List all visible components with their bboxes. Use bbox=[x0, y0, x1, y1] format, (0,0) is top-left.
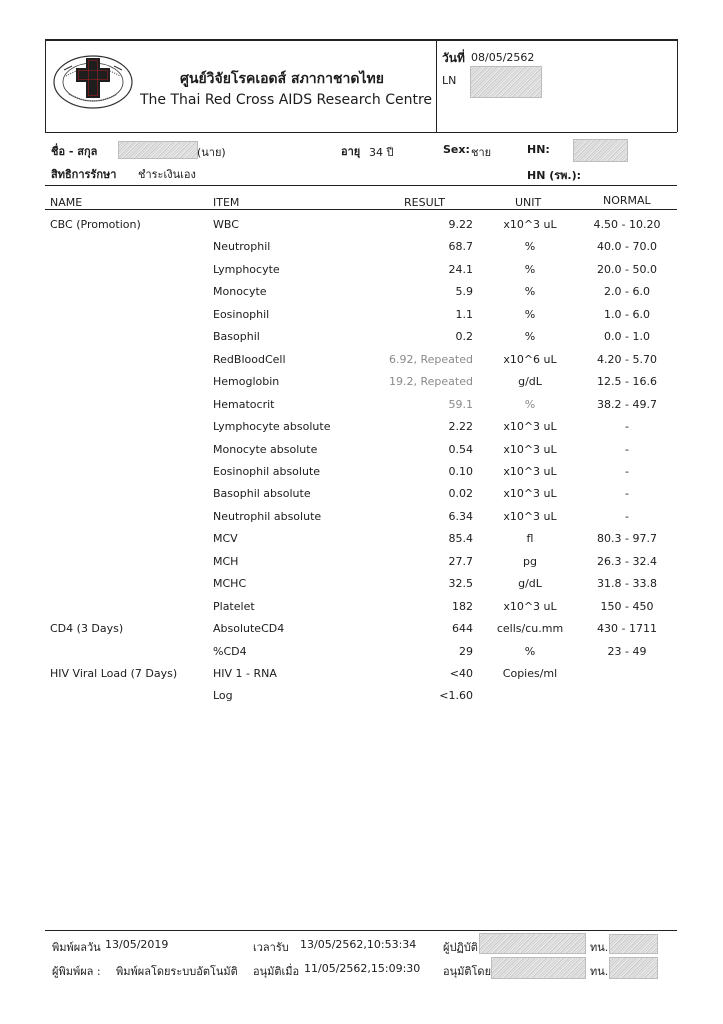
print-date-value: 13/05/2019 bbox=[105, 938, 169, 951]
row-unit-text: % bbox=[524, 397, 536, 411]
operator-tn-redacted bbox=[609, 934, 658, 954]
row-result: <1.60 bbox=[439, 689, 473, 703]
row-result: 0.54 bbox=[448, 442, 473, 456]
approver-label: อนุมัติโดย bbox=[443, 965, 492, 978]
row-item: Basophil bbox=[213, 330, 260, 344]
row-item: Platelet bbox=[213, 599, 255, 613]
org-name-thai: ศูนย์วิจัยโรคเอดส์ สภากาชาดไทย bbox=[180, 71, 384, 87]
table-row bbox=[0, 443, 723, 463]
row-item: Neutrophil absolute bbox=[213, 509, 322, 523]
table-row bbox=[0, 285, 723, 305]
row-result: 182 bbox=[452, 599, 473, 613]
row-name: CBC (Promotion) bbox=[50, 218, 141, 231]
table-row bbox=[0, 240, 723, 260]
row-unit-text: x10^3 uL bbox=[503, 599, 557, 613]
header-divider bbox=[436, 39, 437, 132]
row-result: 2.22 bbox=[448, 420, 473, 434]
row-normal-text: 80.3 - 97.7 bbox=[597, 532, 657, 546]
table-row bbox=[0, 600, 723, 620]
sex-value: ชาย bbox=[471, 146, 492, 159]
ln-label: LN bbox=[442, 74, 457, 87]
column-header-item: ITEM bbox=[213, 196, 240, 209]
row-item: Eosinophil absolute bbox=[213, 464, 321, 478]
header-left-border bbox=[45, 39, 46, 132]
row-item: Lymphocyte bbox=[213, 262, 280, 276]
row-result: 68.7 bbox=[448, 240, 473, 254]
table-row bbox=[0, 465, 723, 485]
row-unit-text: % bbox=[524, 644, 536, 658]
row-item: MCH bbox=[213, 554, 239, 568]
row-item: Monocyte absolute bbox=[213, 442, 318, 456]
row-unit-text: % bbox=[524, 285, 536, 299]
row-item: MCHC bbox=[213, 577, 247, 591]
column-header-normal: NORMAL bbox=[603, 194, 651, 207]
hn-label: HN: bbox=[527, 143, 550, 156]
table-row bbox=[0, 263, 723, 283]
row-unit-text: x10^6 uL bbox=[503, 352, 557, 366]
row-unit-text: x10^3 uL bbox=[503, 420, 557, 434]
row-item: Basophil absolute bbox=[213, 487, 311, 501]
column-header-result: RESULT bbox=[404, 196, 445, 209]
column-header-underline bbox=[45, 209, 677, 210]
row-result: 27.7 bbox=[448, 554, 473, 568]
print-date-label: พิมพ์ผลวัน bbox=[52, 941, 101, 954]
org-name-english: The Thai Red Cross AIDS Research Centre bbox=[140, 92, 433, 108]
age-value: 34 ปี bbox=[369, 146, 394, 159]
row-item: Monocyte bbox=[213, 285, 267, 299]
patient-name-redacted bbox=[118, 141, 198, 159]
hn-redacted-value bbox=[573, 139, 628, 162]
row-unit-text: g/dL bbox=[518, 375, 542, 389]
row-result: 644 bbox=[452, 622, 473, 636]
row-result: 24.1 bbox=[448, 262, 473, 276]
row-normal-text: 38.2 - 49.7 bbox=[597, 397, 657, 411]
row-result: 0.02 bbox=[448, 487, 473, 501]
row-unit-text: Copies/ml bbox=[502, 667, 558, 680]
row-unit-text: x10^3 uL bbox=[503, 487, 557, 501]
row-item: %CD4 bbox=[213, 644, 247, 658]
table-row bbox=[0, 487, 723, 507]
row-normal-text: 40.0 - 70.0 bbox=[597, 240, 657, 254]
row-unit-text: x10^3 uL bbox=[503, 509, 557, 523]
row-normal-text: - bbox=[625, 464, 629, 478]
row-normal-text: - bbox=[625, 442, 629, 456]
row-result: 0.10 bbox=[448, 464, 473, 478]
table-row bbox=[0, 353, 723, 373]
row-item: AbsoluteCD4 bbox=[213, 622, 285, 636]
rights-label: สิทธิการรักษา bbox=[51, 168, 117, 181]
receive-time-label: เวลารับ bbox=[253, 941, 289, 954]
row-result: 6.34 bbox=[448, 509, 473, 523]
row-item: RedBloodCell bbox=[213, 352, 286, 366]
table-row bbox=[0, 645, 723, 665]
approver-tn-label: ทน. bbox=[590, 965, 609, 978]
printer-label: ผู้พิมพ์ผล : bbox=[52, 965, 101, 978]
approver-tn-redacted bbox=[609, 957, 658, 979]
table-row bbox=[0, 330, 723, 350]
row-normal-text: 0.0 - 1.0 bbox=[604, 330, 650, 344]
rights-value: ชำระเงินเอง bbox=[138, 168, 196, 181]
date-label: วันที่ bbox=[442, 51, 465, 65]
receive-time-value: 13/05/2562,10:53:34 bbox=[300, 938, 417, 951]
row-normal-text: 2.0 - 6.0 bbox=[604, 285, 650, 299]
row-unit-text: pg bbox=[523, 554, 537, 568]
row-item: MCV bbox=[213, 532, 238, 546]
red-cross-seal-logo bbox=[52, 52, 134, 112]
table-row bbox=[0, 555, 723, 575]
date-value: 08/05/2562 bbox=[471, 51, 535, 64]
row-normal-text: 23 - 49 bbox=[607, 644, 647, 658]
operator-label: ผู้ปฏิบัติ bbox=[443, 941, 478, 954]
approve-time-label: อนุมัติเมื่อ bbox=[253, 965, 300, 978]
table-row bbox=[0, 308, 723, 328]
table-row bbox=[0, 218, 723, 238]
operator-redacted bbox=[479, 933, 586, 954]
table-row bbox=[0, 420, 723, 440]
footer-top-border bbox=[45, 930, 677, 931]
row-unit-text: % bbox=[524, 330, 536, 344]
column-header-unit: UNIT bbox=[515, 196, 542, 209]
row-result: <40 bbox=[449, 667, 473, 680]
row-result: 9.22 bbox=[448, 218, 473, 231]
row-result: 85.4 bbox=[448, 532, 473, 546]
approver-redacted bbox=[491, 957, 586, 979]
row-result: 1.1 bbox=[455, 307, 473, 321]
sex-label: Sex: bbox=[443, 143, 470, 156]
row-result: 6.92, Repeated bbox=[389, 352, 473, 366]
row-item: Neutrophil bbox=[213, 240, 271, 254]
table-row bbox=[0, 532, 723, 552]
row-unit-text: x10^3 uL bbox=[503, 442, 557, 456]
row-unit-text: fl bbox=[526, 532, 534, 546]
row-normal-text: - bbox=[625, 509, 629, 523]
operator-tn-label: ทน. bbox=[590, 941, 609, 954]
table-row bbox=[0, 577, 723, 597]
row-normal-text: 1.0 - 6.0 bbox=[604, 307, 650, 321]
header-top-border bbox=[45, 39, 677, 41]
row-normal-text: 31.8 - 33.8 bbox=[597, 577, 657, 591]
row-normal-text: - bbox=[625, 420, 629, 434]
row-normal-text: 26.3 - 32.4 bbox=[597, 554, 657, 568]
row-unit-text: % bbox=[524, 262, 536, 276]
header-right-border bbox=[677, 39, 678, 132]
table-row bbox=[0, 398, 723, 418]
row-unit-text: % bbox=[524, 307, 536, 321]
row-result: 59.1 bbox=[448, 397, 473, 411]
row-normal-text: 20.0 - 50.0 bbox=[597, 262, 657, 276]
row-unit-text: g/dL bbox=[518, 577, 542, 591]
row-unit-text: x10^3 uL bbox=[503, 464, 557, 478]
table-row bbox=[0, 689, 723, 709]
row-normal-text: 150 - 450 bbox=[600, 599, 654, 613]
table-row bbox=[0, 667, 723, 687]
patient-name-suffix: (นาย) bbox=[197, 146, 226, 159]
patient-bottom-border bbox=[45, 185, 677, 186]
row-result: 29 bbox=[459, 644, 473, 658]
row-normal-text: 4.20 - 5.70 bbox=[597, 352, 657, 366]
table-row bbox=[0, 375, 723, 395]
row-unit-text: cells/cu.mm bbox=[496, 622, 564, 636]
table-row bbox=[0, 622, 723, 642]
row-name: CD4 (3 Days) bbox=[50, 622, 124, 636]
row-item: HIV 1 - RNA bbox=[213, 667, 277, 680]
row-result: 19.2, Repeated bbox=[389, 375, 473, 389]
approve-time-value: 11/05/2562,15:09:30 bbox=[304, 962, 421, 975]
header-bottom-border bbox=[45, 132, 677, 133]
row-item: Log bbox=[213, 689, 233, 703]
row-item: Eosinophil bbox=[213, 307, 270, 321]
patient-name-label: ชื่อ - สกุล bbox=[51, 145, 98, 158]
row-item: Hemoglobin bbox=[213, 375, 280, 389]
row-result: 32.5 bbox=[448, 577, 473, 591]
row-item: Lymphocyte absolute bbox=[213, 420, 331, 434]
column-header-name: NAME bbox=[50, 196, 83, 209]
row-normal-text: 4.50 - 10.20 bbox=[593, 218, 661, 231]
row-normal-text: - bbox=[625, 487, 629, 501]
row-unit-text: % bbox=[524, 240, 536, 254]
row-name: HIV Viral Load (7 Days) bbox=[50, 667, 178, 680]
ln-redacted-value bbox=[470, 66, 542, 98]
printer-value: พิมพ์ผลโดยระบบอัตโนมัติ bbox=[116, 965, 238, 978]
row-result: 5.9 bbox=[455, 285, 473, 299]
table-row bbox=[0, 510, 723, 530]
row-unit-text: x10^3 uL bbox=[503, 218, 557, 231]
row-item: WBC bbox=[213, 218, 239, 231]
age-label: อายุ bbox=[341, 145, 361, 158]
row-normal-text: 430 - 1711 bbox=[597, 622, 657, 636]
row-normal-text: 12.5 - 16.6 bbox=[597, 375, 657, 389]
row-item: Hematocrit bbox=[213, 397, 275, 411]
hn-hospital-label: HN (รพ.): bbox=[527, 169, 582, 182]
row-result: 0.2 bbox=[455, 330, 473, 344]
